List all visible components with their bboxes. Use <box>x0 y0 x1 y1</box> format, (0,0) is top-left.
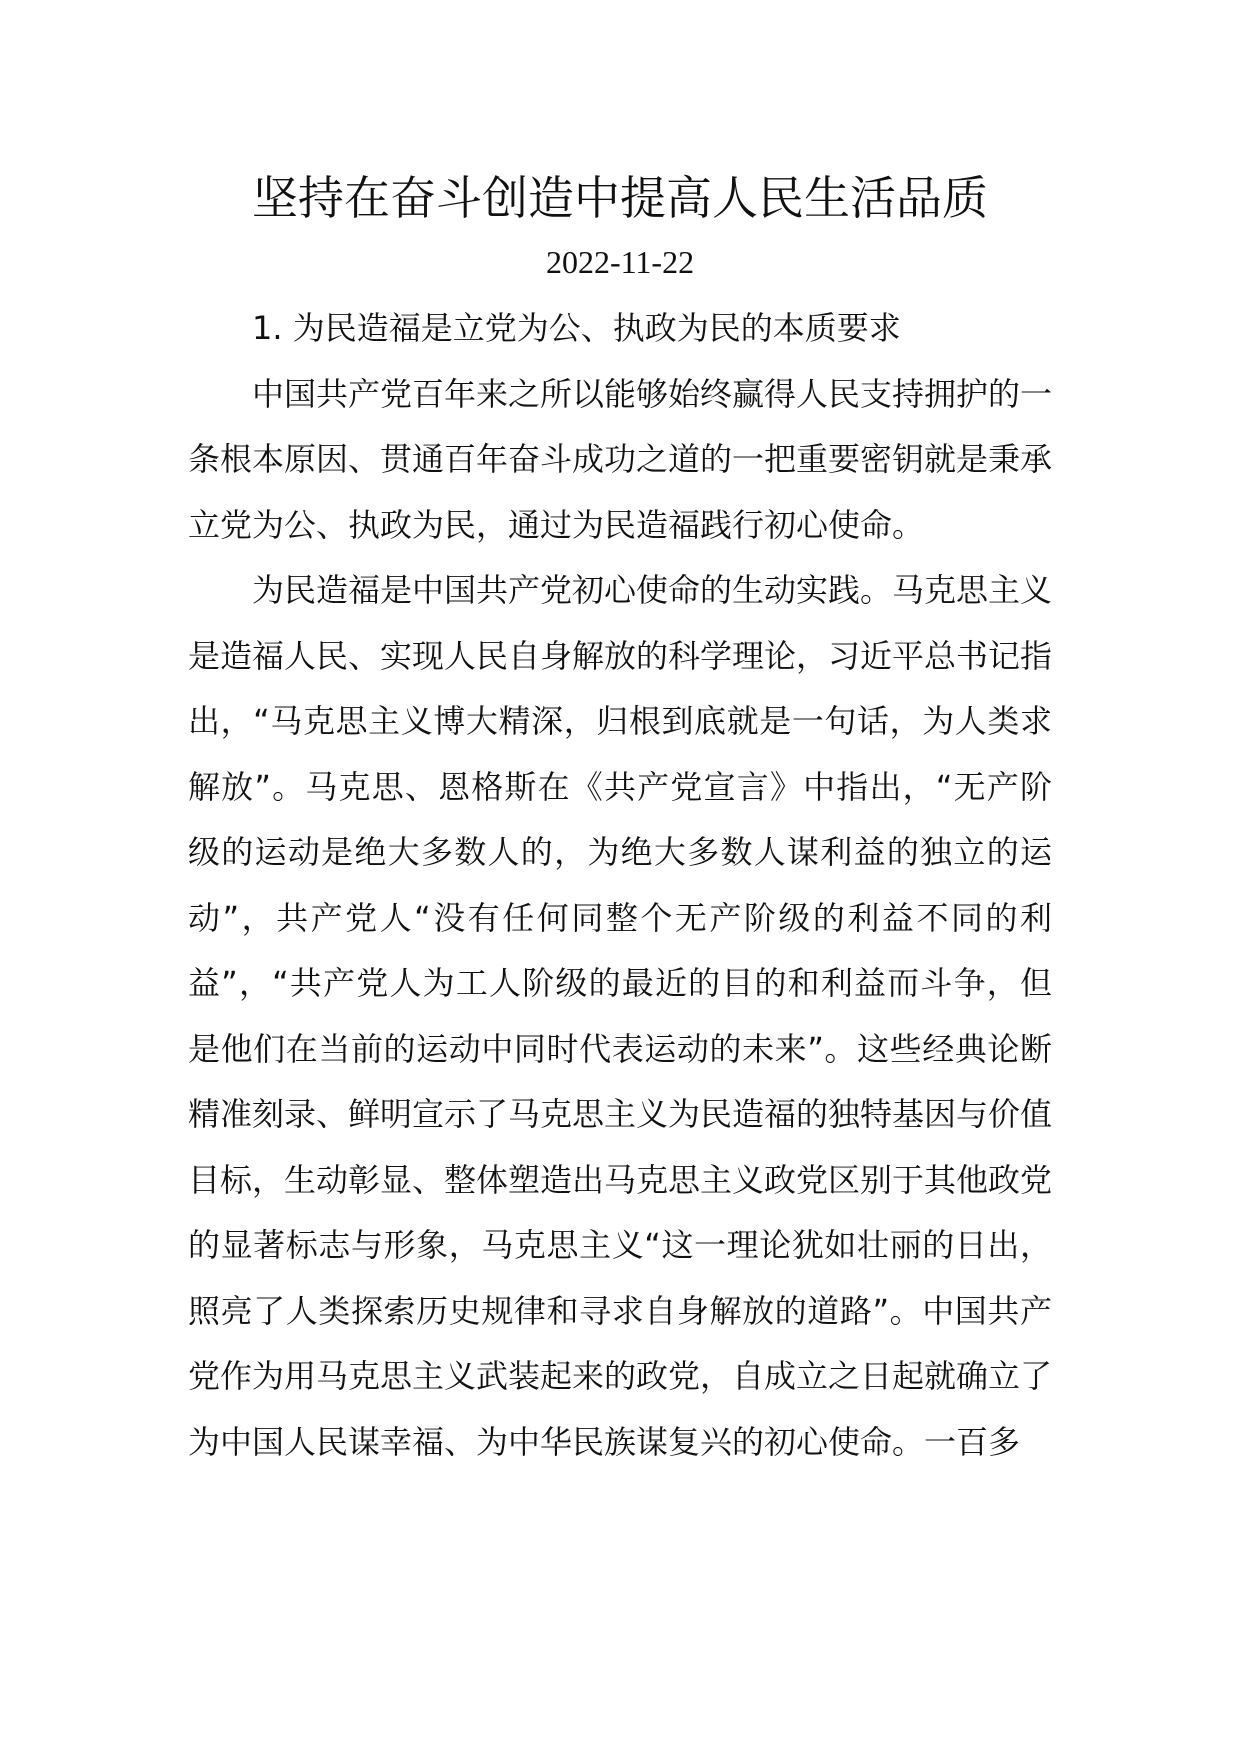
article-title: 坚持在奋斗创造中提高人民生活品质 <box>252 171 988 225</box>
paragraph-1: 中国共产党百年来之所以能够始终赢得人民支持拥护的一条根本原因、贯通百年奋斗成功之道的一把重要密钥就是秉承立党为公、执政为民，通过为民造福践行初心使命。 <box>188 374 1053 544</box>
article-body <box>188 296 1052 1475</box>
section-heading: 1. 为民造福是立党为公、执政为民的本质要求 <box>252 309 901 347</box>
article-date: 2022-11-22 <box>545 244 695 280</box>
paragraph-2: 为民造福是中国共产党初心使命的生动实践。马克思主义是造福人民、实现人民自身解放的科学理论，习近平总书记指出，“马克思主义博大精深，归根到底就是一句话，为人类求解放”。马克思、恩格斯在《共产党宣言》中指出，“无产阶级的运动是绝大多数人的，为绝大多数人谋利益的独立的运动”，共产党人“没有任何同整个无产阶级的利益不同的利益”，“共产党人为工人阶级的最近的目的和利益而斗争，但是他们在当前的运动中同时代表运动的未来”。这些经典论断精准刻录、鲜明宣示了马克思主义为民造福的独特基因与价值目标，生动彰显、整体塑造出马克思主义政党区别于其他政党的显著标志与形象，马克思主义“这一理论犹如壮丽的日出，照亮了人类探索历史规律和寻求自身解放的道路”。中国共产党作为用马克思主义武装起来的政党，自成立之日起就确立了为中国人民谋幸福、为中华民族谋复兴的初心使命。一百多 <box>188 571 1053 1461</box>
